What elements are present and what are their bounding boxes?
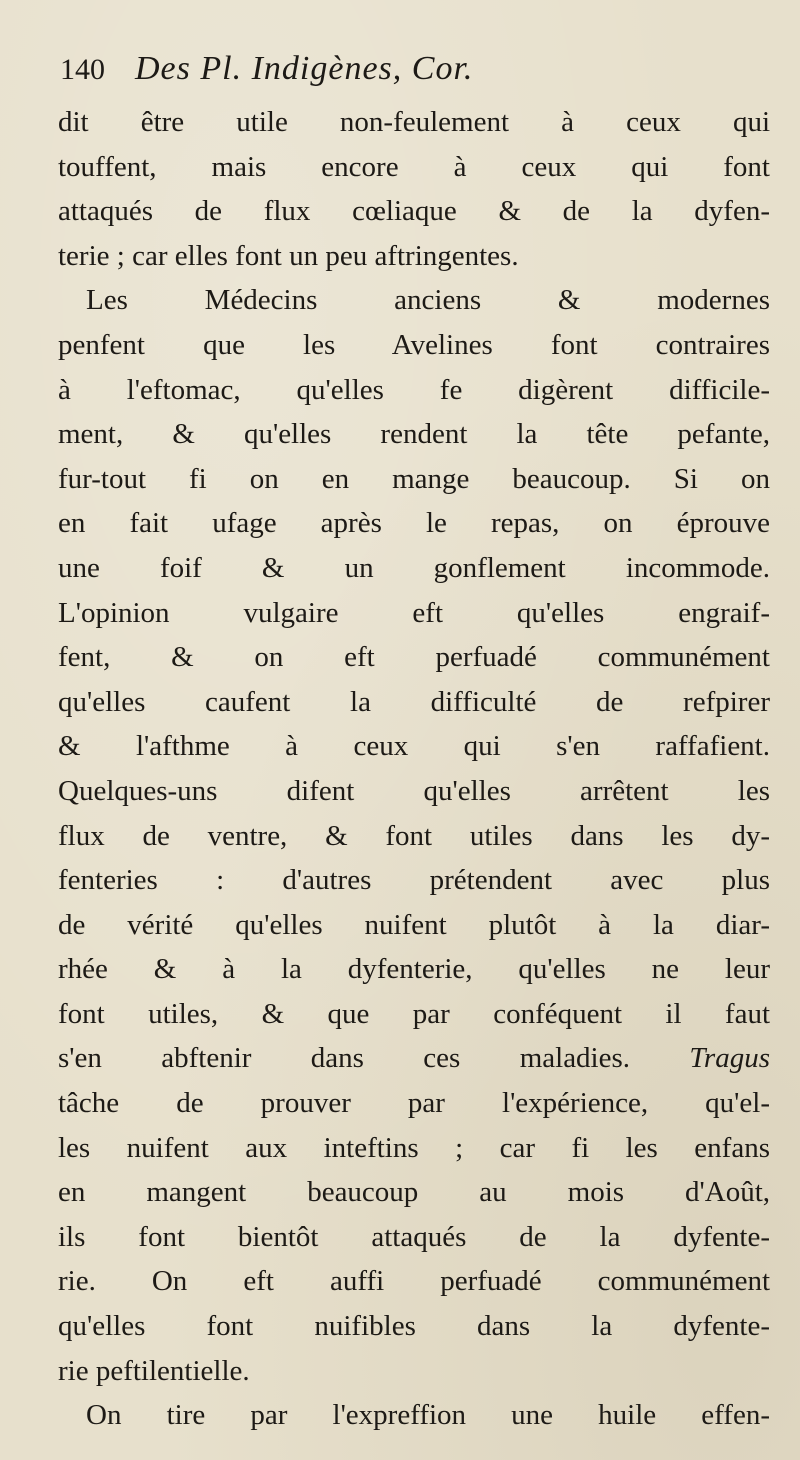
text-line: en mangent beaucoup au mois d'Août, xyxy=(58,1176,770,1209)
text-line: touffent, mais encore à ceux qui font xyxy=(58,150,770,183)
text-line: flux de ventre, & font utiles dans les dy- xyxy=(58,819,770,852)
text-line: L'opinion vulgaire eft qu'elles engraif- xyxy=(58,596,770,629)
text-line: fur-tout fi on en mange beaucoup. Si on xyxy=(58,462,770,495)
text-line: à l'eftomac, qu'elles fe digèrent difficile- xyxy=(58,373,770,406)
text-line: ment, & qu'elles rendent la tête pefante, xyxy=(58,418,770,451)
text-line: qu'elles font nuifibles dans la dyfente- xyxy=(58,1310,770,1343)
text-line: rie peftilentielle. xyxy=(58,1354,250,1387)
text-line: une foif & un gonflement incommode. xyxy=(58,551,770,584)
text-line: fenteries : d'autres prétendent avec plus xyxy=(58,864,770,897)
text-line: fent, & on eft perfuadé communément xyxy=(58,641,770,674)
text-line: penfent que les Avelines font contraires xyxy=(58,328,770,361)
text-line: font utiles, & que par conféquent il faut xyxy=(58,997,770,1030)
text-line: On tire par l'expreffion une huile effen- xyxy=(86,1399,770,1432)
text-line: les nuifent aux inteftins ; car fi les enfans xyxy=(58,1131,770,1164)
author-name: Tragus xyxy=(689,1042,770,1075)
text-line: rie. On eft auffi perfuadé communément xyxy=(58,1265,770,1298)
text-line: qu'elles caufent la difficulté de refpirer xyxy=(58,685,770,718)
text-line: Les Médecins anciens & modernes xyxy=(86,284,770,317)
text-line: Quelques-uns difent qu'elles arrêtent les xyxy=(58,774,770,807)
text-line: tâche de prouver par l'expérience, qu'el- xyxy=(58,1087,770,1120)
text-line: s'en abftenir dans ces maladies. Tragus xyxy=(58,1042,770,1075)
text-line: ils font bientôt attaqués de la dyfente- xyxy=(58,1220,770,1253)
text-line: en fait ufage après le repas, on éprouve xyxy=(58,507,770,540)
text-line: rhée & à la dyfenterie, qu'elles ne leur xyxy=(58,953,770,986)
text-line: de vérité qu'elles nuifent plutôt à la diar- xyxy=(58,908,770,941)
text-line: dit être utile non-feulement à ceux qui xyxy=(58,106,770,138)
text-line: attaqués de flux cœliaque & de la dyfen- xyxy=(58,195,770,228)
page-header xyxy=(60,50,760,98)
running-head: Des Pl. Indigènes, Cor. xyxy=(135,50,474,87)
text-line: & l'afthme à ceux qui s'en raffafient. xyxy=(58,730,770,763)
page-number: 140 xyxy=(60,53,105,86)
body-text xyxy=(58,100,770,1438)
text-line: terie ; car elles font un peu aftringentes. xyxy=(58,239,519,272)
